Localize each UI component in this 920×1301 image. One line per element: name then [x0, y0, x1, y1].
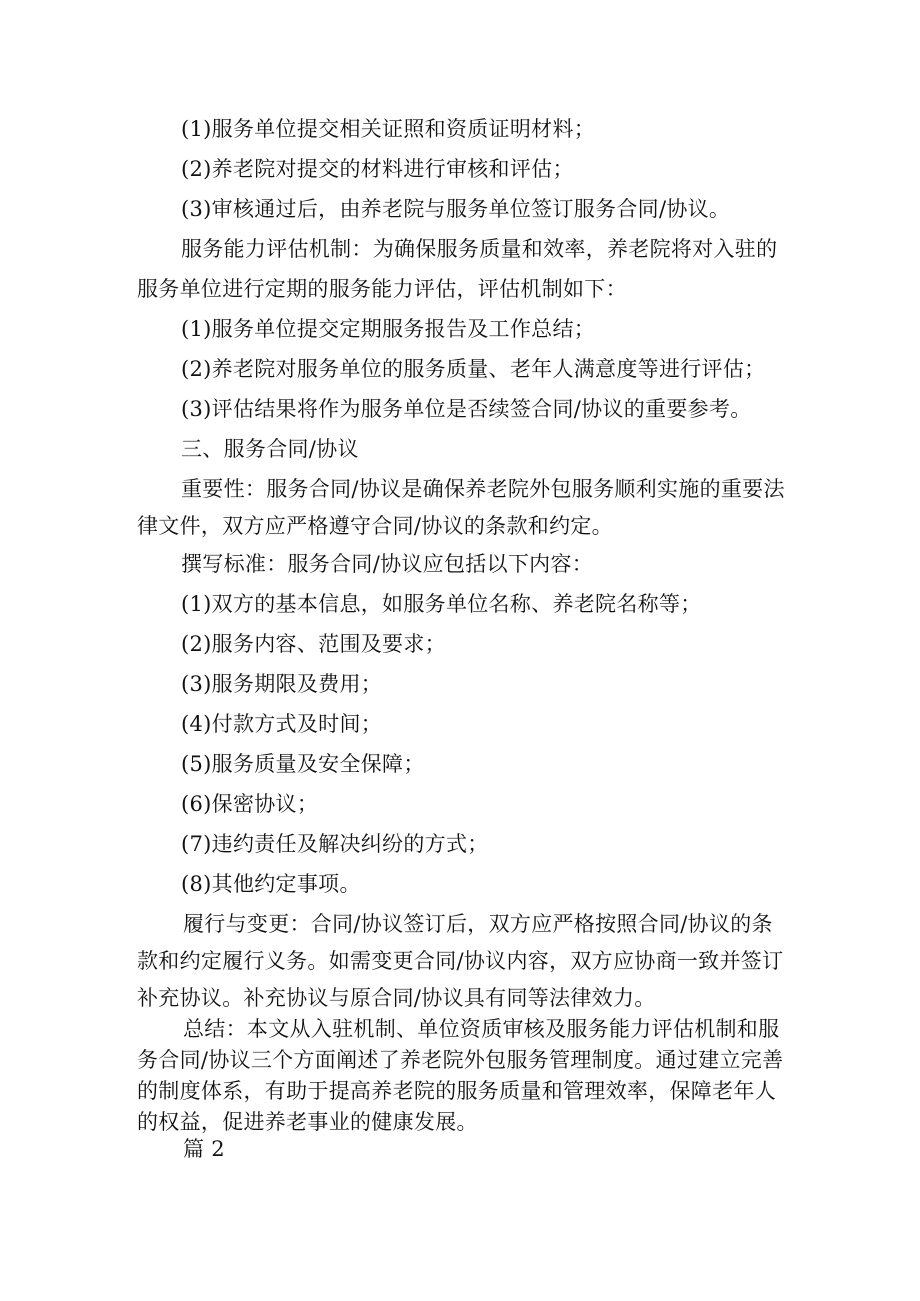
text-line: (1)服务单位提交定期服务报告及工作总结；	[181, 317, 596, 341]
text-line: (3)审核通过后，由养老院与服务单位签订服务合同/协议。	[181, 197, 731, 221]
text-line: 撰写标准：服务合同/协议应包括以下内容：	[181, 552, 594, 576]
text-line: 补充协议。补充协议与原合同/协议具有同等法律效力。	[137, 986, 656, 1010]
text-line: 重要性：服务合同/协议是确保养老院外包服务顺利实施的重要法	[181, 477, 785, 501]
text-line: (2)养老院对服务单位的服务质量、老年人满意度等进行评估；	[181, 357, 766, 381]
text-line: 的权益，促进养老事业的健康发展。	[137, 1110, 478, 1134]
text-line: 的制度体系，有助于提高养老院的服务质量和管理效率，保障老年人	[137, 1079, 776, 1103]
text-line: 履行与变更：合同/协议签订后，双方应严格按照合同/协议的条	[183, 912, 773, 936]
text-line: 服务单位进行定期的服务能力评估，评估机制如下：	[137, 277, 627, 301]
text-line: (8)其他约定事项。	[181, 872, 361, 896]
text-line: (2)养老院对提交的材料进行审核和评估；	[181, 157, 574, 181]
text-line: (3)服务期限及费用；	[181, 672, 383, 696]
text-line: (7)违约责任及解决纠纷的方式；	[181, 832, 489, 856]
text-line: 律文件，双方应严格遵守合同/协议的条款和约定。	[137, 514, 613, 538]
text-line: 款和约定履行义务。如需变更合同/协议内容，双方应协商一致并签订	[137, 949, 784, 973]
text-line: (1)双方的基本信息，如服务单位名称、养老院名称等；	[181, 592, 702, 616]
text-line: 务合同/协议三个方面阐述了养老院外包服务管理制度。通过建立完善	[137, 1048, 784, 1072]
text-line: 总结：本文从入驻机制、单位资质审核及服务能力评估机制和服	[183, 1017, 780, 1041]
text-line: (5)服务质量及安全保障；	[181, 752, 425, 776]
text-line: 三、服务合同/协议	[181, 437, 359, 461]
text-line: 服务能力评估机制：为确保服务质量和效率，养老院将对入驻的	[181, 237, 778, 261]
text-line: (3)评估结果将作为服务单位是否续签合同/协议的重要参考。	[181, 397, 752, 421]
text-line: (4)付款方式及时间；	[181, 712, 383, 736]
text-line: (6)保密协议；	[181, 792, 319, 816]
text-line: (1)服务单位提交相关证照和资质证明材料；	[181, 117, 596, 141]
text-line: (2)服务内容、范围及要求；	[181, 632, 446, 656]
text-line: 篇 2	[183, 1137, 225, 1161]
